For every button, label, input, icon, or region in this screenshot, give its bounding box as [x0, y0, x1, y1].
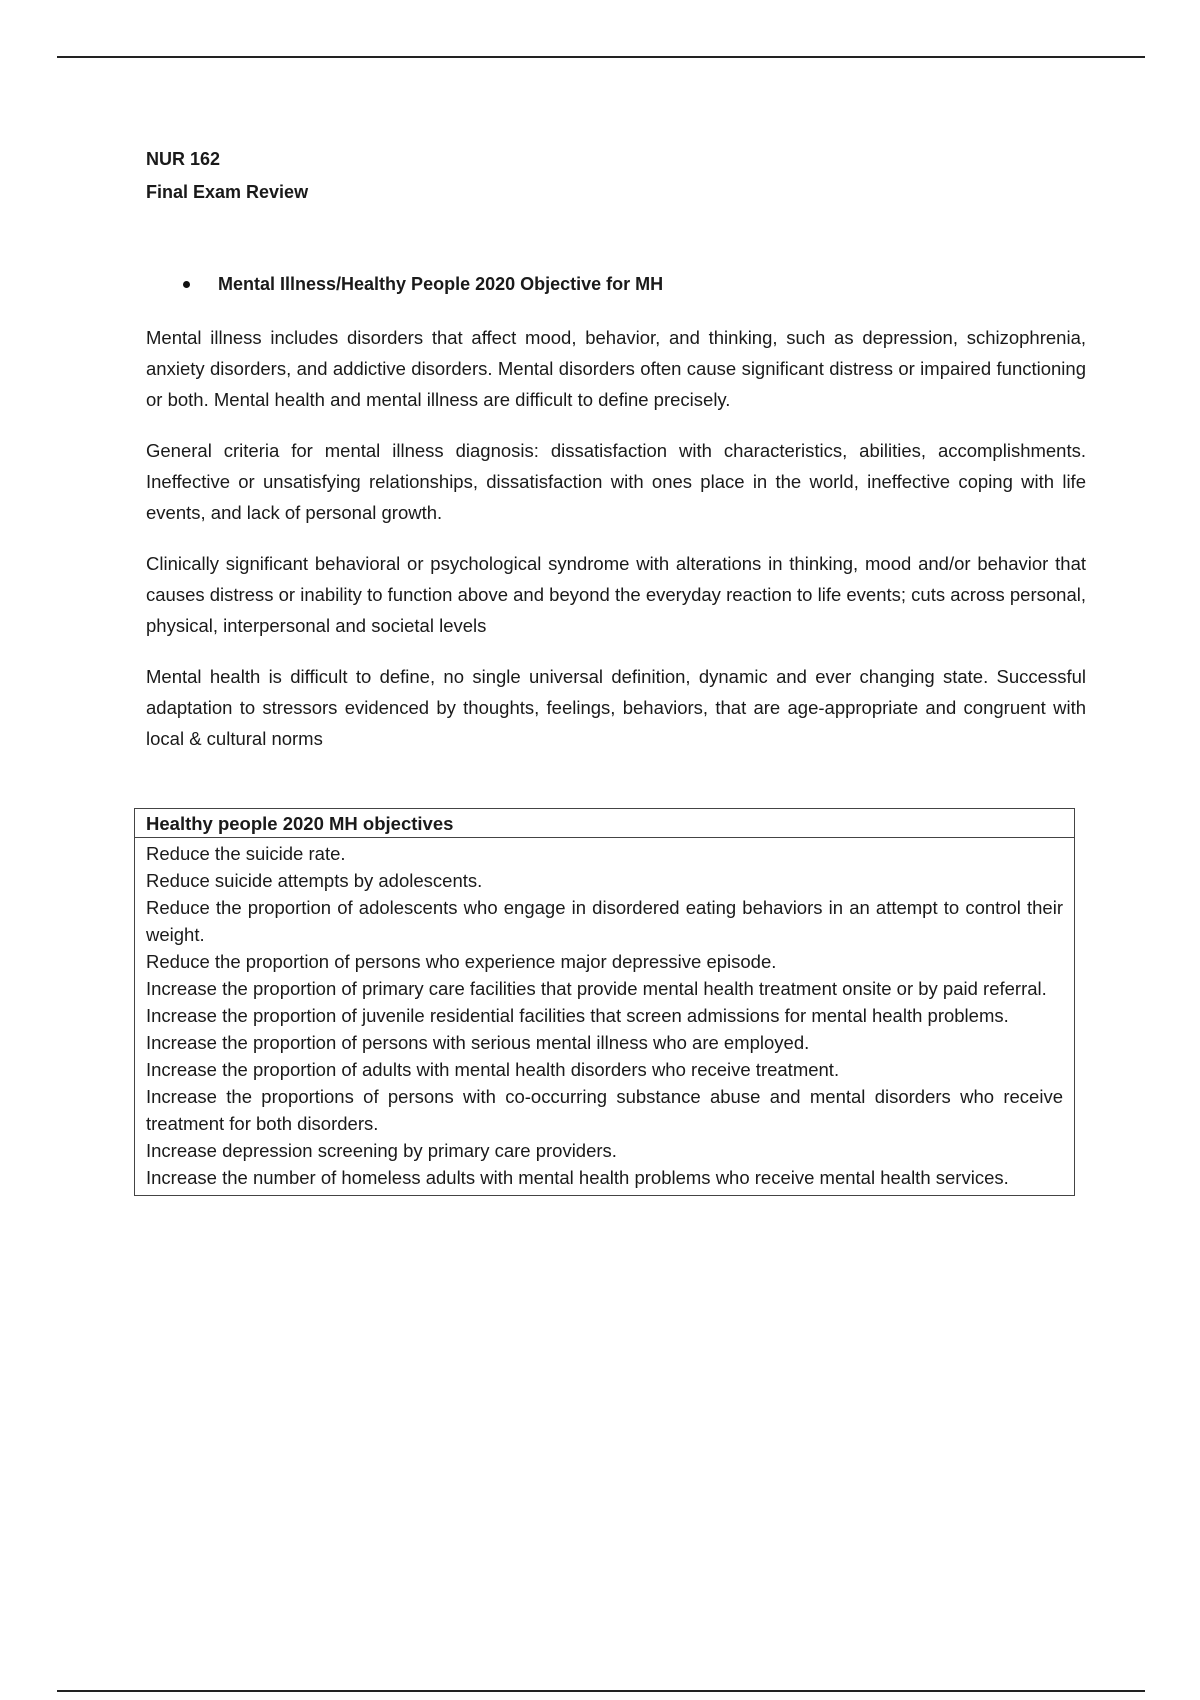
paragraph-clinical-syndrome: Clinically significant behavioral or psychological syndrome with alterations in thinking, mood and/or behavior that causes distress or inability to function above and beyond the everyday reaction to life events; cuts across personal, physical, interpersonal and societal levels — [146, 553, 1086, 636]
objective-item: Increase the number of homeless adults with mental health problems who receive mental health services. — [146, 1167, 1009, 1188]
objective-item: Reduce the proportion of persons who experience major depressive episode. — [146, 951, 777, 972]
bullet-icon — [183, 281, 190, 288]
paragraph-mental-illness: Mental illness includes disorders that affect mood, behavior, and thinking, such as depression, schizophrenia, anxiety disorders, and addictive disorders. Mental disorders often cause significant distress or impaired functioning or both. Mental health and mental illness are difficult to define precisely. — [146, 327, 1086, 410]
document-title: Final Exam Review — [146, 182, 309, 202]
objective-item: Increase the proportions of persons with co-occurring substance abuse and mental disorders who receive treatment for both disorders. — [146, 1086, 1063, 1134]
objective-item: Reduce the suicide rate. — [146, 843, 346, 864]
section-heading-text: Mental Illness/Healthy People 2020 Objective for MH — [218, 274, 664, 294]
section-heading — [183, 273, 663, 295]
objective-item: Increase the proportion of persons with serious mental illness who are employed. — [146, 1032, 810, 1053]
objective-item: Reduce suicide attempts by adolescents. — [146, 870, 483, 891]
objective-item: Reduce the proportion of adolescents who engage in disordered eating behaviors in an attempt to control their weight. — [146, 897, 1063, 945]
bottom-rule — [57, 1690, 1145, 1692]
objectives-list — [135, 838, 1074, 1195]
course-code: NUR 162 — [146, 149, 221, 169]
objective-item: Increase the proportion of juvenile residential facilities that screen admissions for mental health problems. — [146, 1005, 1009, 1026]
section-body — [146, 322, 1086, 774]
objectives-table-header: Healthy people 2020 MH objectives — [135, 809, 1074, 838]
objective-item: Increase the proportion of primary care facilities that provide mental health treatment onsite or by paid referral. — [146, 978, 1047, 999]
top-rule — [57, 56, 1145, 58]
paragraph-mental-health: Mental health is difficult to define, no single universal definition, dynamic and ever changing state. Successful adaptation to stressors evidenced by thoughts, feelings, behaviors, that are age-appropriate and congruent with local & cultural norms — [146, 666, 1086, 749]
objectives-table — [134, 808, 1075, 1196]
objective-item: Increase the proportion of adults with mental health disorders who receive treatment. — [146, 1059, 840, 1080]
objective-item: Increase depression screening by primary care providers. — [146, 1140, 617, 1161]
paragraph-diagnosis-criteria: General criteria for mental illness diagnosis: dissatisfaction with characteristics, abilities, accomplishments. Ineffective or unsatisfying relationships, dissatisfaction with ones place in the world, ineffective coping with life events, and lack of personal growth. — [146, 440, 1086, 523]
